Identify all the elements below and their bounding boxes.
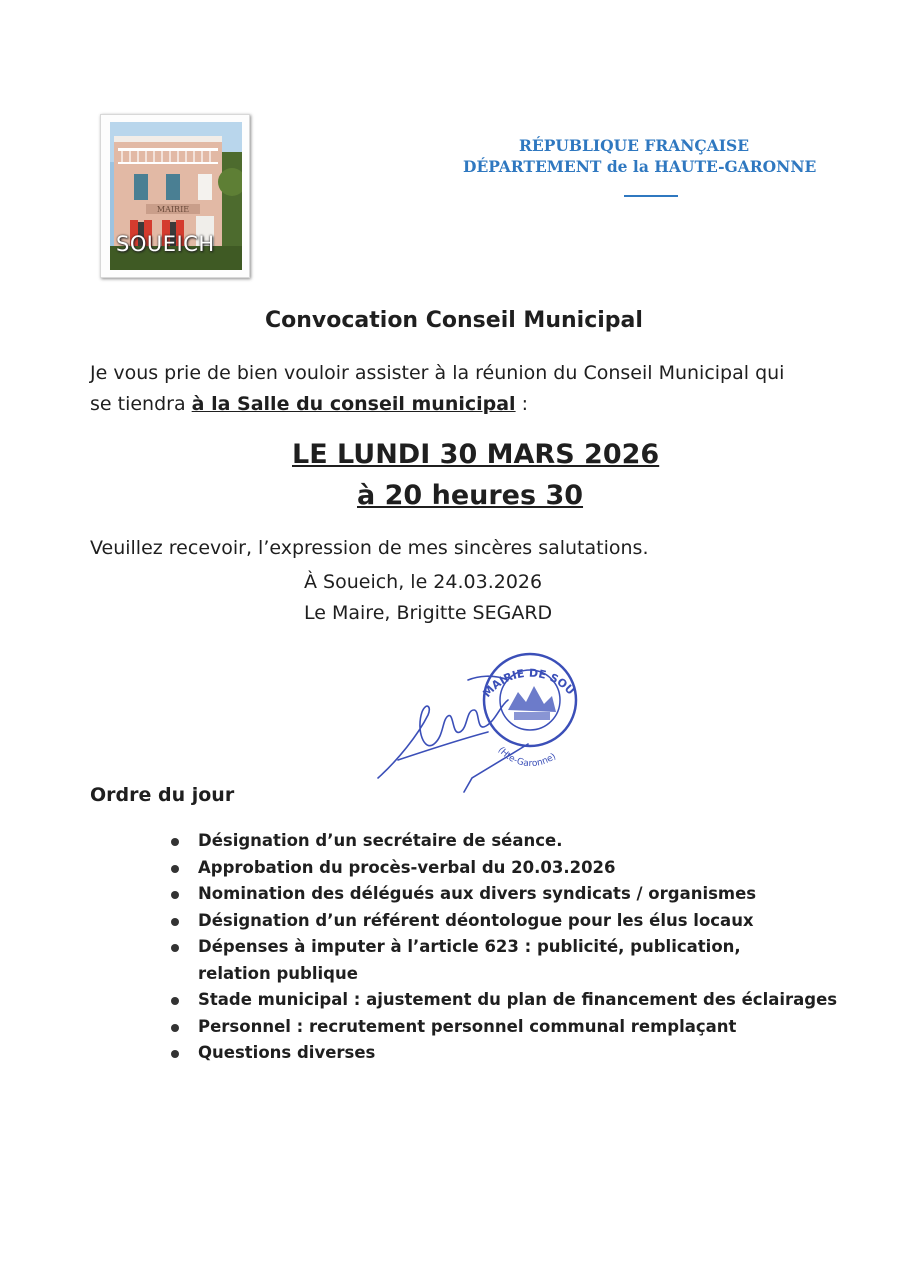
logo-caption: SOUEICH [116,232,215,256]
document-title: Convocation Conseil Municipal [265,308,643,333]
intro-suffix: : [515,393,529,415]
agenda-item: Désignation d’un secrétaire de séance. [168,828,868,855]
svg-text:MAIRIE: MAIRIE [156,205,190,214]
meeting-time: à 20 heures 30 [357,480,584,511]
mayor-signature [378,676,528,792]
bullet-icon [171,944,179,952]
header-divider [624,195,678,197]
bullet-icon [171,865,179,873]
bullet-icon [171,891,179,899]
bullet-icon [171,918,179,926]
stamp-bottom-text: (Hte-Garonne) [495,745,559,770]
bullet-icon [171,838,179,846]
agenda-item: Approbation du procès-verbal du 20.03.2026 [168,855,868,882]
meeting-location: à la Salle du conseil municipal [191,393,516,415]
town-hall-photo [100,114,250,278]
mairie-stamp [368,640,577,769]
bullet-icon [171,997,179,1005]
bullet-icon [171,1050,179,1058]
salutations: Veuillez recevoir, l’expression de mes sincères salutations. [90,537,649,559]
signatory: Le Maire, Brigitte SEGARD [304,602,553,624]
agenda-list [168,828,868,1067]
svg-text:MAIRIE DE SOUEICH [368,640,577,700]
agenda-item: Stade municipal : ajustement du plan de financement des éclairages [168,987,868,1014]
bullet-icon [171,1024,179,1032]
header-republique: RÉPUBLIQUE FRANÇAISE [519,136,750,155]
intro-prefix: se tiendra [90,393,192,415]
agenda-title: Ordre du jour [90,784,235,806]
agenda-item: Nomination des délégués aux divers syndicats / organismes [168,881,868,908]
stamp-top-text: MAIRIE DE SOU [480,666,578,700]
agenda-item: Personnel : recrutement personnel communal remplaçant [168,1014,868,1041]
agenda-item: Dépenses à imputer à l’article 623 : publicité, publication, relation publique [168,934,798,987]
meeting-date: LE LUNDI 30 MARS 2026 [292,439,660,470]
place-and-date: À Soueich, le 24.03.2026 [304,571,543,593]
agenda-item: Questions diverses [168,1040,868,1067]
intro-line-2 [90,393,528,415]
signature-and-stamp [368,640,588,800]
agenda-item: Désignation d’un référent déontologue pour les élus locaux [168,908,868,935]
intro-line-1: Je vous prie de bien vouloir assister à la réunion du Conseil Municipal qui [90,362,785,384]
header-departement: DÉPARTEMENT de la HAUTE-GARONNE [463,157,817,176]
